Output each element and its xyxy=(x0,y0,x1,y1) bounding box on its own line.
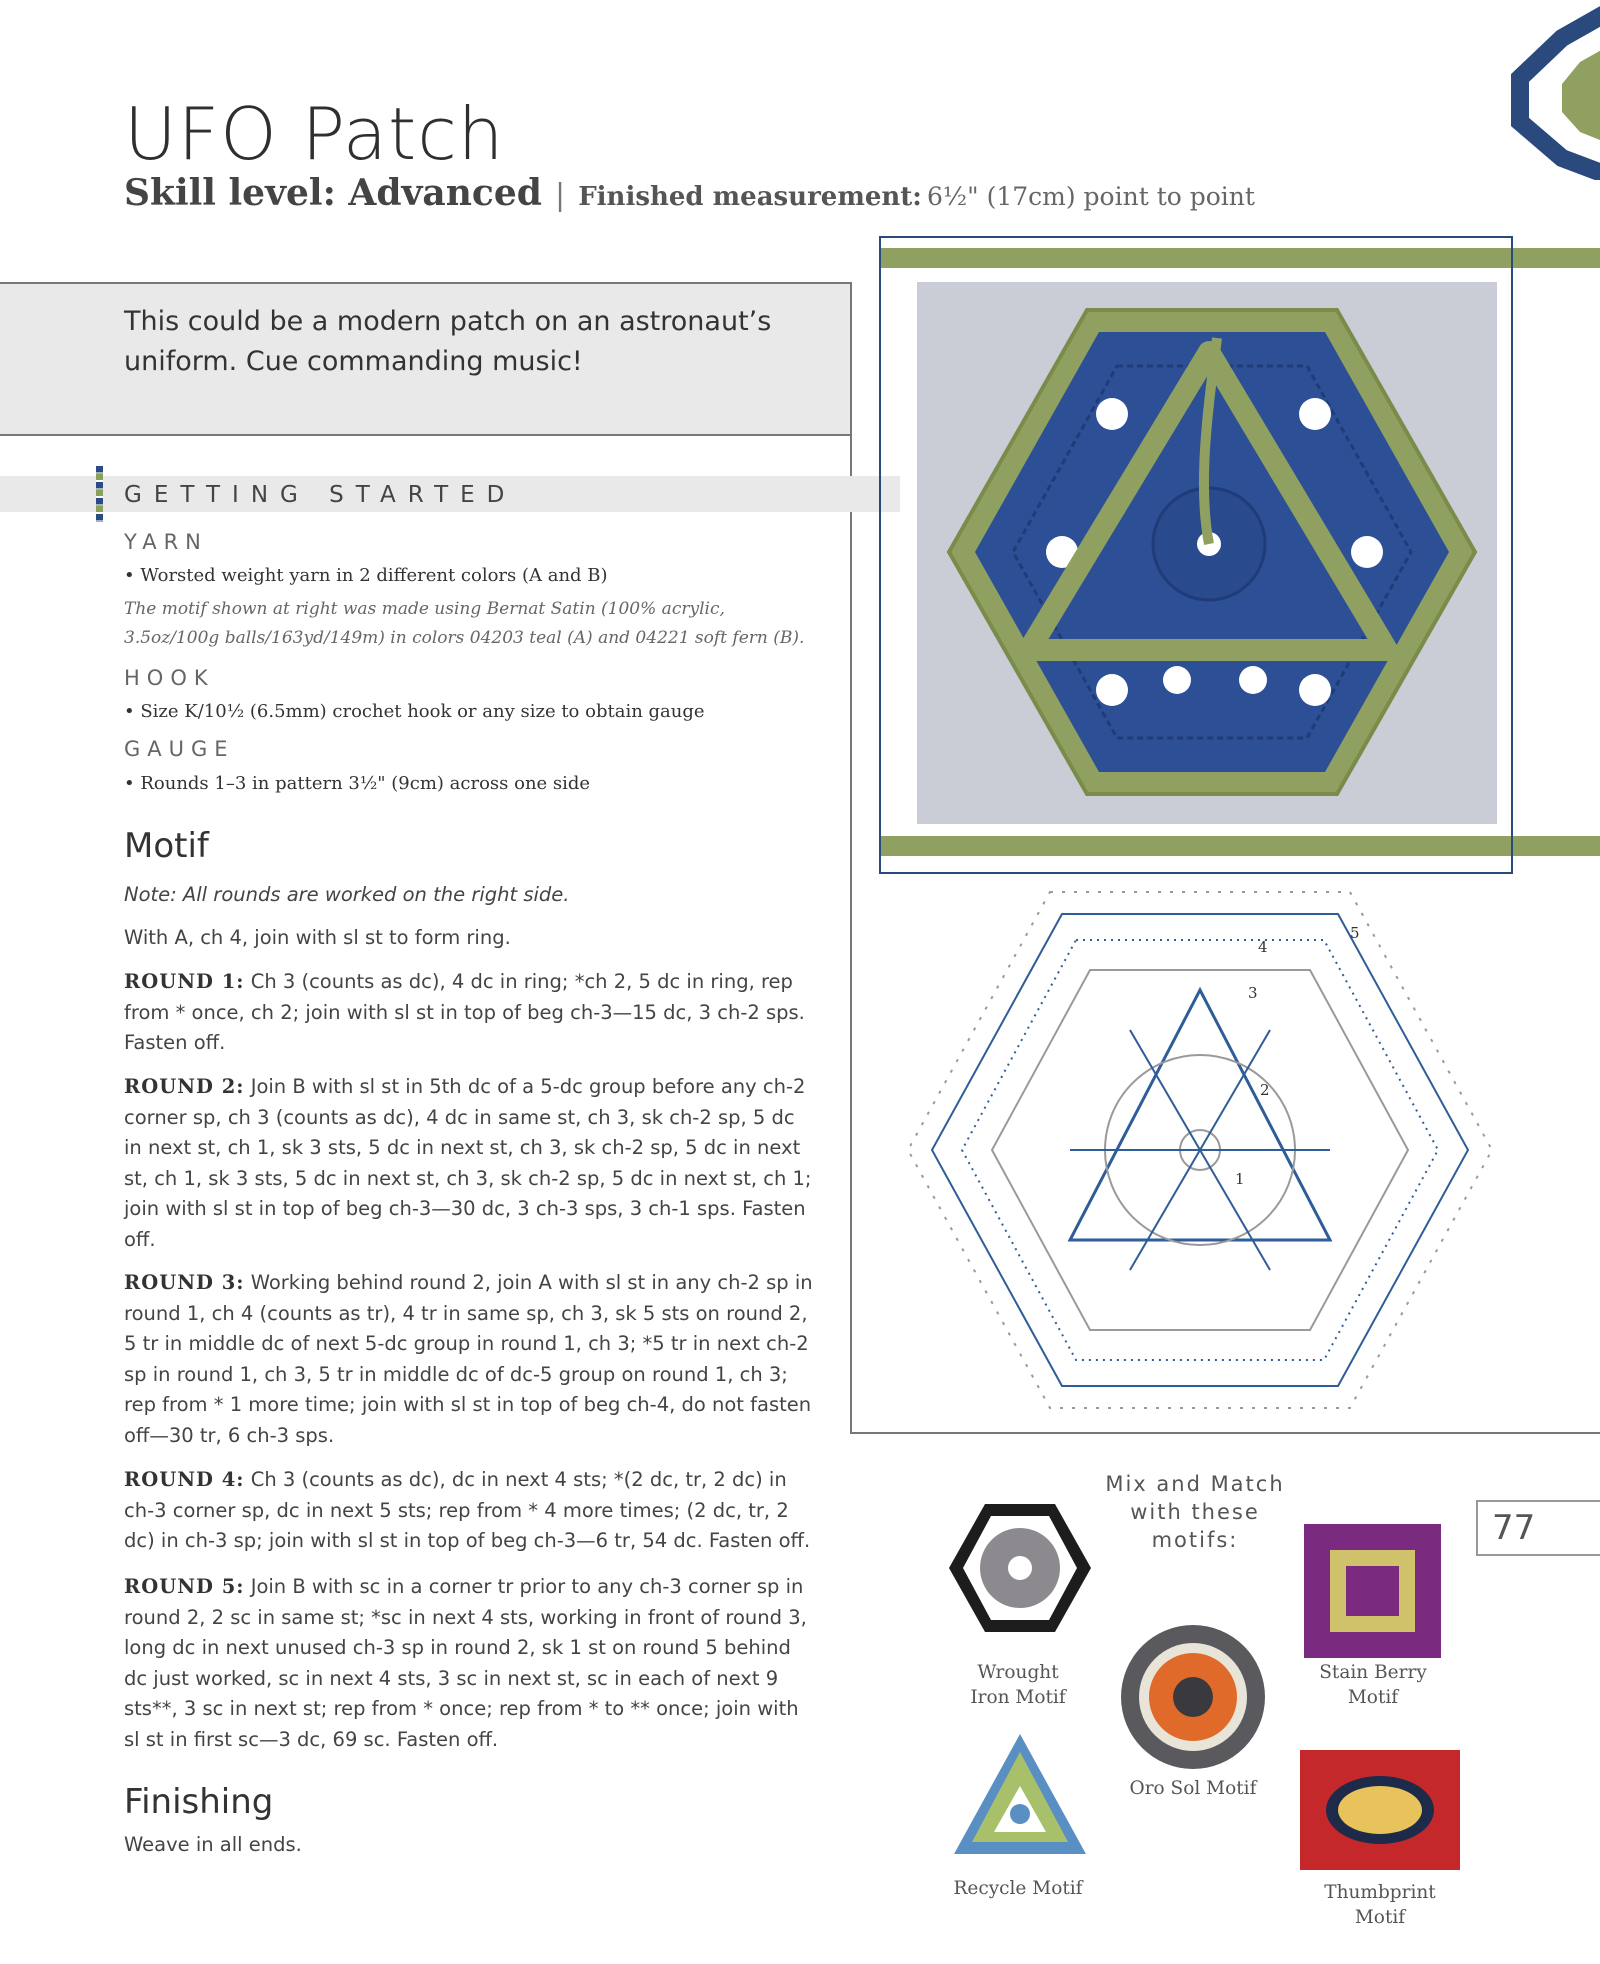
round-1 xyxy=(124,967,814,1059)
intro-text: This could be a modern patch on an astronaut’s uniform. Cue commanding music! xyxy=(124,306,772,377)
caption-line: Motif xyxy=(1347,1687,1399,1708)
section-marker-bar xyxy=(96,466,103,522)
round-text: Join B with sl st in 5th dc of a 5-dc group before any ch-2 corner sp, ch 3 (counts as dc), 4 dc in same st, ch 3, sk ch-2 sp, 5 dc in next st, ch 1, sk 3 sts, 5 dc in next st, ch 3, sk ch-2 sp, 5 dc in next st, ch 1, sk 3 sts, 5 dc in next st, ch 3, sk ch-2 sp, 5 dc in next st, ch 1; join with sl st in top of beg ch-3—30 dc, 3 ch-3 sps, 3 ch-1 sps. Fasten off. xyxy=(124,1075,812,1251)
round-label: ROUND 1: xyxy=(124,970,245,993)
round-label: ROUND 4: xyxy=(124,1468,245,1491)
round-text: Ch 3 (counts as dc), 4 dc in ring; *ch 2, 5 dc in ring, rep from * once, ch 2; join with sl st in top of beg ch-3—15 dc, 3 ch-2 sps. Fasten off. xyxy=(124,970,805,1054)
column-divider-bottom xyxy=(850,1432,1600,1434)
mix-match-line: with these xyxy=(1130,1500,1260,1524)
chart-label-round-1: 1 xyxy=(1235,1170,1245,1188)
round-5 xyxy=(124,1572,814,1755)
crochet-chart xyxy=(890,880,1510,1420)
measurement-label: Finished measurement: xyxy=(578,182,922,212)
column-divider xyxy=(850,282,852,1434)
page-number: 77 xyxy=(1492,1508,1536,1548)
chart-label-round-2: 2 xyxy=(1260,1081,1270,1099)
round-label: ROUND 2: xyxy=(124,1075,245,1098)
recycle-motif-image xyxy=(950,1730,1090,1860)
caption-line: Recycle Motif xyxy=(953,1878,1083,1899)
stain-berry-motif-image xyxy=(1300,1520,1445,1662)
gauge-heading: GAUGE xyxy=(124,737,235,761)
caption-line: Oro Sol Motif xyxy=(1129,1778,1257,1799)
hook-line: • Size K/10½ (6.5mm) crochet hook or any size to obtain gauge xyxy=(124,701,705,722)
wrought-iron-caption xyxy=(918,1660,1118,1710)
getting-started-heading: GETTING STARTED xyxy=(124,482,517,508)
motif-note: Note: All rounds are worked on the right side. xyxy=(124,883,570,906)
caption-line: Thumbprint xyxy=(1324,1882,1436,1903)
caption-line: Iron Motif xyxy=(970,1687,1066,1708)
thumbprint-motif-image xyxy=(1298,1748,1462,1872)
page-title: UFO Patch xyxy=(124,92,505,176)
hexagon-logo-icon xyxy=(1510,0,1600,180)
motif-start: With A, ch 4, join with sl st to form ring. xyxy=(124,926,511,949)
mix-match-line: Mix and Match xyxy=(1105,1472,1285,1496)
round-text: Working behind round 2, join A with sl st in any ch-2 sp in round 1, ch 4 (counts as tr), 4 tr in same sp, ch 3, sk 5 sts on round 2, 5 tr in middle dc of next 5-dc group in round 1, ch 3; *5 tr in next ch-2 sp in round 1, ch 3, 5 tr in middle dc of dc-5 group on round 1, ch 3; rep from * 1 more time; join with sl st in top of beg ch-4, do not fasten off—30 tr, 6 ch-3 sps. xyxy=(124,1271,813,1447)
caption-line: Stain Berry xyxy=(1319,1662,1427,1683)
yarn-note: The motif shown at right was made using Bernat Satin (100% acrylic, 3.5oz/100g balls/163yd/149m) in colors 04203 teal (A) and 04221 soft fern (B). xyxy=(124,599,805,648)
chart-label-round-4: 4 xyxy=(1258,938,1268,956)
yarn-line: • Worsted weight yarn in 2 different colors (A and B) xyxy=(124,565,608,586)
skill-measurement-line xyxy=(124,172,1255,214)
page-number-tab xyxy=(1476,1500,1600,1556)
round-label: ROUND 5: xyxy=(124,1575,245,1598)
yarn-heading: YARN xyxy=(124,530,208,554)
finishing-text: Weave in all ends. xyxy=(124,1833,302,1856)
round-label: ROUND 3: xyxy=(124,1271,245,1294)
recycle-caption xyxy=(918,1876,1118,1901)
chart-label-round-3: 3 xyxy=(1248,984,1258,1002)
mix-match-title xyxy=(1090,1470,1300,1554)
caption-line: Motif xyxy=(1354,1907,1406,1928)
oro-sol-motif-image xyxy=(1118,1622,1268,1772)
finishing-heading: Finishing xyxy=(124,1782,274,1822)
skill-level: Skill level: Advanced xyxy=(124,172,542,214)
round-3 xyxy=(124,1268,814,1451)
measurement-value: 6½" (17cm) point to point xyxy=(927,182,1255,211)
motif-heading: Motif xyxy=(124,826,209,866)
round-2 xyxy=(124,1072,814,1255)
round-text: Join B with sc in a corner tr prior to any ch-3 corner sp in round 2, 2 sc in same st; *sc in next 4 sts, working in front of round 3, long dc in next unused ch-3 sp in round 2, sk 1 st on round 5 behind dc just worked, sc in next 4 sts, 3 sc in next st, sc in each of next 9 sts**, 3 sc in next st; rep from * once; rep from * to ** once; join with sl st in first sc—3 dc, 69 sc. Fasten off. xyxy=(124,1575,807,1751)
round-4 xyxy=(124,1465,814,1557)
thumbprint-caption xyxy=(1280,1880,1480,1930)
round-text: Ch 3 (counts as dc), dc in next 4 sts; *(2 dc, tr, 2 dc) in ch-3 corner sp, dc in next 5 sts; rep from * 4 more times; (2 dc, tr, 2 dc) in ch-3 sp; join with sl st in top of beg ch-3—6 tr, 54 dc. Fasten off. xyxy=(124,1468,811,1552)
header-separator: | xyxy=(555,178,566,213)
ufo-patch-photo xyxy=(917,282,1497,824)
stain-berry-caption xyxy=(1273,1660,1473,1710)
caption-line: Wrought xyxy=(977,1662,1059,1683)
mix-match-line: motifs: xyxy=(1151,1528,1239,1552)
chart-label-round-5: 5 xyxy=(1350,924,1360,942)
wrought-iron-motif-image xyxy=(945,1498,1095,1638)
hook-heading: HOOK xyxy=(124,666,215,690)
gauge-line: • Rounds 1–3 in pattern 3½" (9cm) across one side xyxy=(124,773,591,794)
oro-sol-caption xyxy=(1093,1776,1293,1801)
